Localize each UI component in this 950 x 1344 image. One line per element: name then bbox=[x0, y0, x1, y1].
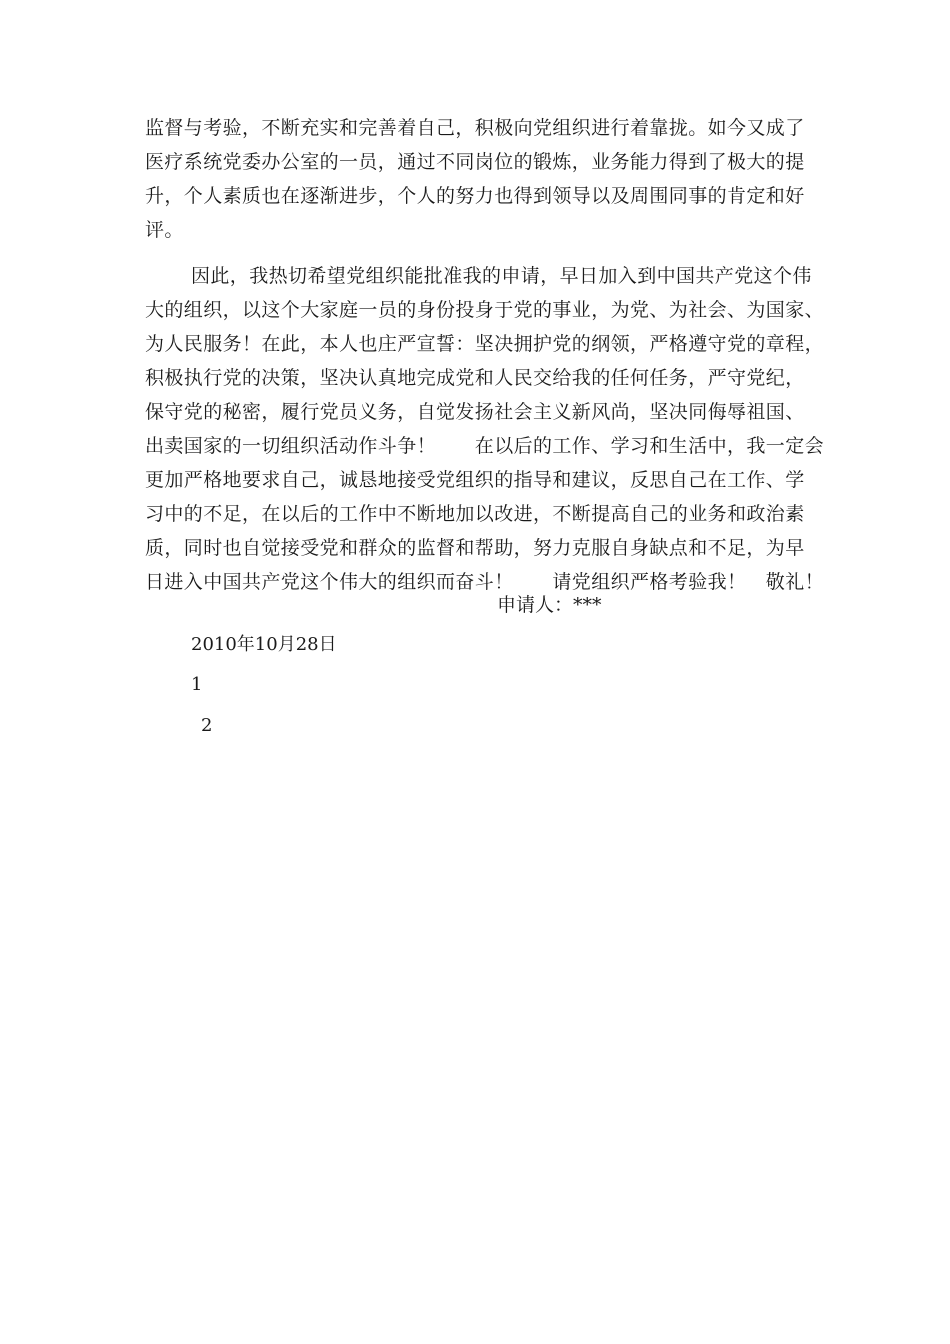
paragraph-2-line: 日进入中国共产党这个伟大的组织而奋斗！ 请党组织严格考验我！ 敬礼！ bbox=[145, 571, 825, 593]
paragraph-1-line: 监督与考验，不断充实和完善着自己，积极向党组织进行着靠拢。如今又成了 bbox=[145, 117, 805, 139]
paragraph-gap bbox=[145, 247, 810, 259]
page-marker-1: 1 bbox=[191, 674, 203, 695]
signer-line: 申请人：*** bbox=[497, 594, 602, 616]
paragraph-1-line: 医疗系统党委办公室的一员，通过不同岗位的锻炼，业务能力得到了极大的提 bbox=[145, 151, 805, 173]
date-line: 2010年10月28日 bbox=[191, 634, 337, 655]
paragraph-2-line: 习中的不足，在以后的工作中不断地加以改进，不断提高自己的业务和政治素 bbox=[145, 503, 805, 525]
paragraph-2-line: 更加严格地要求自己，诚恳地接受党组织的指导和建议，反思自己在工作、学 bbox=[145, 469, 805, 491]
document-body bbox=[145, 111, 825, 599]
paragraph-2-line: 保守党的秘密，履行党员义务，自觉发扬社会主义新风尚，坚决同侮辱祖国、 bbox=[145, 401, 805, 423]
paragraph-2-line: 出卖国家的一切组织活动作斗争！ 在以后的工作、学习和生活中，我一定会 bbox=[145, 435, 825, 457]
paragraph-2-line: 大的组织，以这个大家庭一员的身份投身于党的事业，为党、为社会、为国家、 bbox=[145, 299, 825, 321]
paragraph-2-line: 积极执行党的决策，坚决认真地完成党和人民交给我的任何任务，严守党纪， bbox=[145, 367, 805, 389]
paragraph-2-line: 质，同时也自觉接受党和群众的监督和帮助，努力克服自身缺点和不足，为早 bbox=[145, 537, 805, 559]
page-marker-2: 2 bbox=[201, 715, 213, 736]
paragraph-2-line: 因此，我热切希望党组织能批准我的申请，早日加入到中国共产党这个伟 bbox=[191, 265, 812, 287]
paragraph-2-line: 为人民服务！在此，本人也庄严宣誓：坚决拥护党的纲领，严格遵守党的章程， bbox=[145, 333, 825, 355]
paragraph-1-line: 升，个人素质也在逐渐进步，个人的努力也得到领导以及周围同事的肯定和好 bbox=[145, 185, 805, 207]
paragraph-1-line: 评。 bbox=[145, 219, 184, 241]
